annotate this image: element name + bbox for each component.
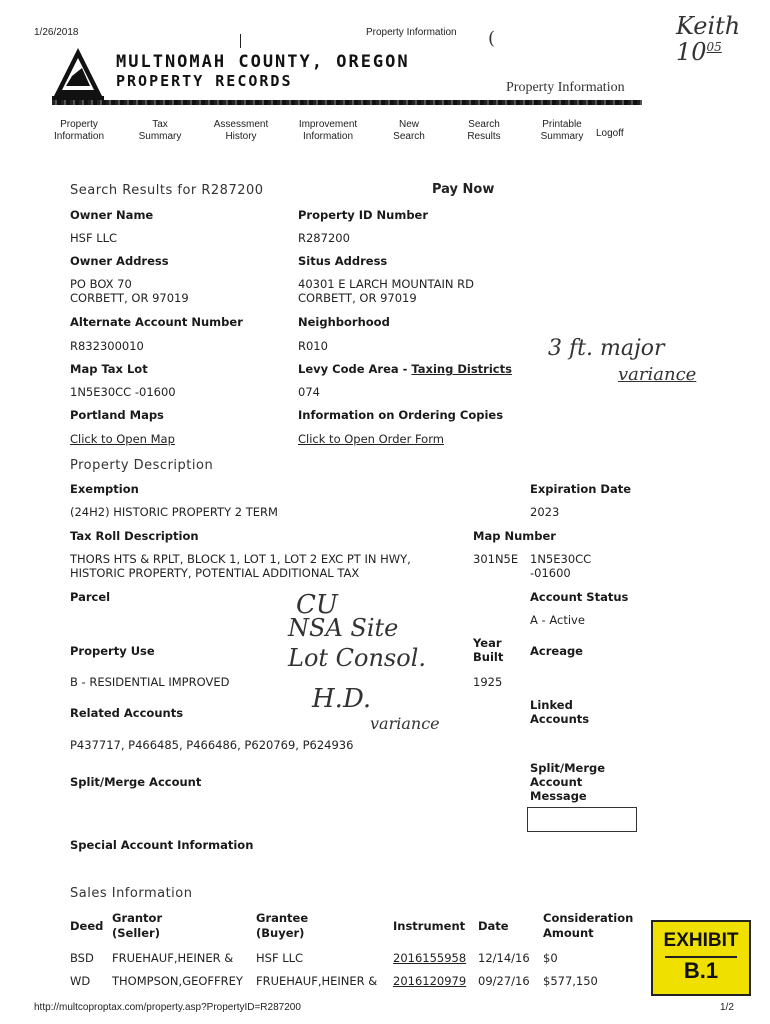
ordering-copies-label: Information on Ordering Copies (298, 408, 504, 422)
tax-roll-label: Tax Roll Description (70, 529, 199, 543)
related-accounts-label: Related Accounts (70, 706, 184, 720)
property-id-value: R287200 (298, 231, 350, 245)
banner-subtitle: Property Information (506, 80, 625, 95)
open-order-form-link[interactable]: Click to Open Order Form (298, 432, 444, 446)
grantor-cell: THOMPSON,GEOFFREY (112, 974, 243, 988)
nav-logoff[interactable]: Logoff (596, 128, 624, 139)
property-description-heading: Property Description (70, 458, 214, 473)
exhibit-number: B.1 (683, 958, 719, 983)
owner-name-label: Owner Name (70, 208, 154, 222)
owner-name-value: HSF LLC (70, 231, 118, 245)
levy-code-label: Levy Code Area - Taxing Districts (298, 362, 512, 376)
instrument-link[interactable]: 2016155958 (393, 951, 467, 965)
amount-cell: $0 (543, 951, 558, 965)
alt-account-value: R832300010 (70, 339, 144, 353)
portland-maps-label: Portland Maps (70, 408, 164, 422)
nav-tax-summary[interactable]: Tax Summary (138, 119, 182, 142)
handwritten-margin-note: 3 ft. major (548, 336, 665, 361)
grantee-cell: HSF LLC (256, 951, 304, 965)
handwritten-cu: CU (296, 590, 338, 620)
alt-account-label: Alternate Account Number (70, 315, 243, 329)
handwritten-hd: H.D. (312, 684, 372, 714)
acreage-label: Acreage (530, 644, 583, 658)
exhibit-label: EXHIBIT (663, 930, 739, 951)
handwritten-margin-note-2: variance (618, 364, 697, 385)
date-cell: 12/14/16 (478, 951, 530, 965)
print-date: 1/26/2018 (34, 27, 79, 38)
handwritten-number: $10^{05}$ (676, 38, 722, 66)
expiration-date-value: 2023 (530, 505, 560, 519)
levy-code-value: 074 (298, 385, 320, 399)
account-status-value: A - Active (530, 613, 585, 627)
neighborhood-label: Neighborhood (298, 315, 390, 329)
banner-rule (52, 100, 642, 105)
year-built-value: 1925 (473, 675, 503, 689)
property-use-value: B - RESIDENTIAL IMPROVED (70, 675, 230, 689)
exhibit-sticker (651, 920, 751, 996)
exemption-label: Exemption (70, 482, 139, 496)
footer-url: http://multcoproptax.com/property.asp?PropertyID=R287200 (34, 1002, 301, 1013)
split-merge-message-box (527, 807, 637, 832)
situs-address-value: 40301 E LARCH MOUNTAIN RD CORBETT, OR 97019 (298, 277, 474, 305)
col-grantor: Grantor (Seller) (112, 911, 163, 940)
sales-information-heading: Sales Information (70, 886, 193, 901)
neighborhood-value: R010 (298, 339, 328, 353)
owner-address-value: PO BOX 70 CORBETT, OR 97019 (70, 277, 189, 305)
split-merge-message-label: Split/Merge Account Message (530, 761, 606, 803)
exemption-value: (24H2) HISTORIC PROPERTY 2 TERM (70, 505, 278, 519)
col-deed: Deed (70, 919, 104, 933)
map-number-value-b: 1N5E30CC -01600 (530, 552, 592, 580)
owner-address-label: Owner Address (70, 254, 169, 268)
parcel-label: Parcel (70, 590, 111, 604)
amount-cell: $577,150 (543, 974, 598, 988)
nav-property-information[interactable]: Property Information (53, 119, 105, 142)
account-status-label: Account Status (530, 590, 629, 604)
taxing-districts-link[interactable]: Taxing Districts (411, 362, 512, 376)
records-title: PROPERTY RECORDS (116, 72, 293, 90)
col-grantee: Grantee (Buyer) (256, 911, 309, 940)
related-accounts-value: P437717, P466485, P466486, P620769, P624936 (70, 738, 354, 752)
handwritten-name: Keith (676, 12, 741, 40)
pen-mark-paren: ( (488, 28, 496, 49)
tax-roll-value: THORS HTS & RPLT, BLOCK 1, LOT 1, LOT 2 EXC PT IN HWY, HISTORIC PROPERTY, POTENTIAL ADDITIONAL TAX (70, 552, 411, 580)
map-number-value-a: 301N5E (473, 552, 519, 566)
special-account-label: Special Account Information (70, 838, 254, 852)
property-use-label: Property Use (70, 644, 155, 658)
linked-accounts-label: Linked Accounts (530, 698, 590, 726)
nav-search-results[interactable]: Search Results (467, 119, 501, 142)
map-tax-lot-value: 1N5E30CC -01600 (70, 385, 176, 399)
county-title: MULTNOMAH COUNTY, OREGON (116, 52, 410, 72)
deed-cell: BSD (70, 951, 94, 965)
nav-improvement-information[interactable]: Improvement Information (298, 119, 358, 142)
print-title: Property Information (366, 27, 457, 38)
handwritten-variance: variance (370, 714, 440, 733)
nav-new-search[interactable]: New Search (393, 119, 425, 142)
nav-printable-summary[interactable]: Printable Summary (540, 119, 584, 142)
expiration-date-label: Expiration Date (530, 482, 632, 496)
col-consideration: Consideration Amount (543, 911, 634, 940)
grantor-cell: FRUEHAUF,HEINER & (112, 951, 234, 965)
split-merge-label: Split/Merge Account (70, 775, 202, 789)
grantee-cell: FRUEHAUF,HEINER & (256, 974, 378, 988)
col-date: Date (478, 919, 509, 933)
map-number-label: Map Number (473, 529, 556, 543)
map-tax-lot-label: Map Tax Lot (70, 362, 148, 376)
deed-cell: WD (70, 974, 91, 988)
open-map-link[interactable]: Click to Open Map (70, 432, 175, 446)
handwritten-lot-consol: Lot Consol. (288, 644, 426, 672)
nav-assessment-history[interactable]: Assessment History (213, 119, 269, 142)
search-results-heading: Search Results for R287200 (70, 183, 264, 198)
property-id-label: Property ID Number (298, 208, 429, 222)
year-built-label: Year Built (473, 636, 504, 664)
situs-address-label: Situs Address (298, 254, 388, 268)
date-cell: 09/27/16 (478, 974, 530, 988)
pen-mark (240, 34, 241, 48)
footer-page-number: 1/2 (720, 1002, 734, 1013)
pay-now-link[interactable]: Pay Now (432, 182, 495, 197)
col-instrument: Instrument (393, 919, 466, 933)
instrument-link[interactable]: 2016120979 (393, 974, 467, 988)
county-logo-icon (52, 46, 104, 102)
handwritten-nsa-site: NSA Site (288, 614, 399, 642)
